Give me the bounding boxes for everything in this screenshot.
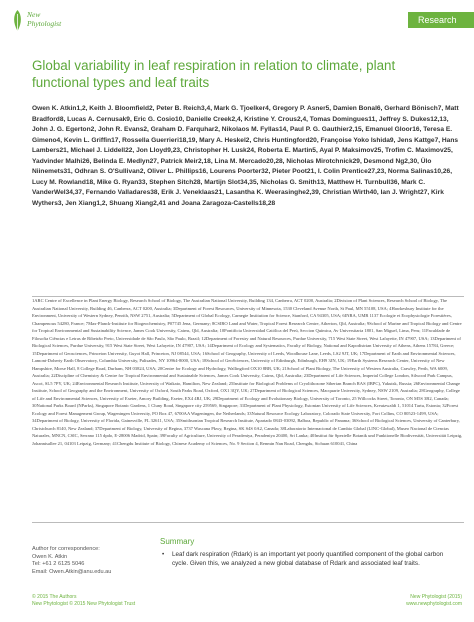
correspondence-block — [32, 546, 142, 576]
footer-journal-info — [406, 594, 462, 608]
summary-text — [160, 551, 460, 568]
bullet-point: • — [162, 551, 165, 558]
correspondence-label: Author for correspondence: — [32, 546, 100, 552]
correspondence-email[interactable]: Email: Owen.Atkin@anu.edu.au — [32, 568, 112, 575]
summary-point: Leaf dark respiration (Rdark) is an important yet poorly quantified component of the global carbon cycle. Given this, we analyzed a new global database of Rdark and associated leaf traits. — [172, 551, 444, 567]
journal-header — [0, 0, 474, 40]
footer-website-link[interactable]: www.newphytologist.com — [406, 601, 462, 607]
journal-logo — [12, 9, 92, 35]
author-list: Owen K. Atkin1,2, Keith J. Bloomfield2, Peter B. Reich3,4, Mark G. Tjoelker4, Gregory P. Asner5, Damien Bonal6, Gerhard Bönisch7, Matt Bradford8, Lucas A. Cernusak9, Eric G. Cosio10, Danielle Creek2,4, Kristine Y. Crous2,4, Tomas Domingues11, Jeffrey S. Dukes12,13, John J. G. Egerton2, John R. Evans2, Graham D. Farquhar2, Nikolaos M. Fyllas14, Paul P. G. Gauthier2,15, Emanuel Gloor16, Teresa E. Gimeno4, Kevin L. Griffin17, Rossella Guerrieri18,19, Mary A. Heskel2, Chris Huntingford20, Françoise Yoko Ishida9, Jens Kattge7, Hans Lambers21, Michael J. Liddell22, Jon Lloyd9,23, Christopher H. Lusk24, Roberta E. Martin5, Ayal P. Maksimov25, Trofim C. Maximov25, Yadvinder Malhi26, Belinda E. Medlyn27, Patrick Meir2,18, Lina M. Mercado20,28, Nicholas Mirotchnick29, Desmond Ng2,30, Ülo Niinemets31, Odhran S. O'Sullivan2, Oliver L. Phillips16, Lourens Poorter32, Pieter Poot21, I. Colin Prentice27,23, Norma Salinas10,26, Lucy M. Rowland18, Mike G. Ryan33, Stephen Sitch28, Martijn Slot34,35, Nicholas G. Smith13, Matthew H. Turnbull36, Mark C. VanderWel34,37, Fernando Valladares38, Erik J. Veneklaas21, Lasantha K. Weerasinghe2,39, Christian Wirth40, Ian J. Wright27, Kirk Wythers3, Jen Xiang1,2, Shuang Xiang2,41 and Joana Zaragoza-Castells18,28 — [32, 105, 459, 207]
affiliations: 1ARC Centre of Excellence in Plant Energy Biology, Research School of Biology, The Australian National University, Building 134, Canberra, ACT 0200, Australia; 2Division of Plant Sciences, Research School of Biology, The Australian National University, Building 46, Canberra, ACT 0200, Australia; 3Department of Forest Resources, University of Minnesota, 1530 Cleveland Avenue North, St Paul, MN 55108, USA; 4Hawkesbury Institute for the Environment, University of Western Sydney, Penrith, NSW 2751, Australia; 5Department of Global Ecology, Carnegie Institution for Science, Stanford, CA 94305, USA; 6INRA, UMR 1137 Ecologie et Ecophysiologie Forestières, Champenoux 54280, France; 7Max-Planck-Institute for Biogeochemistry, P07745 Jena, Germany; 8CSIRO Land and Water, Tropical Forest Research Centre, Atherton, Qld, Australia; 9School of Marine and Tropical Biology and Centre for Tropical Environmental and Sustainability Science, James Cook University, Cairns, Qld, Australia; 10Pontificia Universidad Católica del Perú, Seccion Química, Av Universitaria 1801, San Miguel, Lima, Peru; 11Faculdade de Filosofia Ciências e Letras de Ribeirão Preto, Universidade de São Paulo, São Paulo, Brazil; 12Department of Forestry and Natural Resources, Purdue University, 715 West State Street, West Lafayette, IN 47907, USA; 13Department of Biological Sciences, Purdue University, 915 West State Street, West Lafayette, IN 47907, USA; 14Department of Ecology and Systematics, Faculty of Biology, National and Kapodistrian University of Athens, Athens 15784, Greece; 15Department of Geosciences, Princeton University, Guyot Hall, Princeton, NJ 08544, USA; 16School of Geography, University of Leeds, Woodhouse Lane, Leeds, LS2 9JT, UK; 17Department of Earth and Environmental Sciences, Lamont-Doherty Earth Observatory, Columbia University, Palisades, NY 10964-8000, USA; 18School of GeoSciences, University of Edinburgh, Edinburgh, EH9 3JN, UK; 19Earth Systems Research Center, University of New Hampshire, Morse Hall, 8 College Road, Durham, NH 03824, USA; 20Centre for Ecology and Hydrology, Wallingford OX10 8BB, UK; 21School of Plant Biology, The University of Western Australia, Crawley, Perth, WA 6009, Australia; 22Discipline of Chemistry & Centre for Tropical Environmental and Sustainable Sciences, James Cook University, Cairns, Qld, Australia; 23Department of Life Sciences, Imperial College London, Silwood Park Campus, Ascot, SL5 7PY, UK; 24Environmental Research Institute, University of Waikato, Hamilton, New Zealand; 25Institute for Biological Problems of Cryolithozone Siberian Branch RAS (IBPC), Yakutsk, Russia; 26Environmental Change Institute, School of Geography and the Environment, University of Oxford, South Parks Road, Oxford, OX1 3QY, UK; 27Department of Biological Sciences, Macquarie University, Sydney, NSW 2109, Australia; 28Geography, College of Life and Environmental Sciences, University of Exeter, Amory Building, Exeter, EX4 4RJ, UK; 29Department of Ecology and Evolutionary Biology, University of Toronto, 25 Willcocks Street, Toronto, ON M5S 3B2, Canada; 30National Parks Board (NParks), Singapore Botanic Gardens, 1 Cluny Road, Singapore city 259569, Singapore; 31Department of Plant Physiology, Estonian University of Life Sciences, Kreutzwaldi 1, 51014 Tartu, Estonia; 32Forest Ecology and Forest Management Group, Wageningen University, PO Box 47, 6700AA Wageningen, the Netherlands; 33Natural Resource Ecology Laboratory, Colorado State University, Fort Collins, CO 80523-1499, USA; 34Department of Biology, University of Florida, Gainesville, FL 32611, USA; 35Smithsonian Tropical Research Institute, Apartado 0843-03092, Balboa, Republic of Panama; 36School of Biological Sciences, University of Canterbury, Christchurch 8140, New Zealand; 37Department of Biology, University of Regina, 3737 Wascana Pkwy, Regina, SK S4S 0A2, Canada; 38Laboratorio Internacional de Cambio Global (LINC-Global), Museo Nacional de Ciencias Naturales, MNCN, CSIC, Serrano 115 dpdo, E-28006 Madrid, Spain; 39Faculty of Agriculture, University of Peradeniya, Peradeniya 20400, Sri Lanka; 40Institut für Spezielle Botanik und Funktionelle Biodiversität, Universität Leipzig, Johannisallee 21, 04103 Leipzig, Germany; 41Chengdu Institute of Biology, Chinese Academy of Sciences, No. 9 Section 4, Renmin Nan Road, Chengdu, Sichuan 610041, China — [32, 298, 463, 446]
logo-line-1: New — [27, 10, 41, 19]
footer-right-line-1: New Phytologist (2015) — [410, 594, 462, 600]
correspondence-name: Owen K. Atkin — [32, 553, 68, 560]
logo-wordmark — [27, 11, 61, 28]
logo-line-2: Phytologist — [27, 18, 62, 28]
footer-left-line-1: © 2015 The Authors — [32, 594, 77, 600]
correspondence-tel: Tel: +61 2 6125 5046 — [32, 561, 85, 568]
article-title: Global variability in leaf respiration in relation to climate, plant functional types and leaf traits — [32, 58, 396, 90]
leaf-logo-icon — [12, 9, 23, 33]
footer-copyright — [32, 594, 135, 608]
summary-heading: Summary — [160, 537, 195, 546]
divider — [32, 522, 464, 523]
section-badge: Research — [408, 12, 474, 28]
footer-left-line-2: New Phytologist © 2015 New Phytologist Trust — [32, 601, 136, 607]
